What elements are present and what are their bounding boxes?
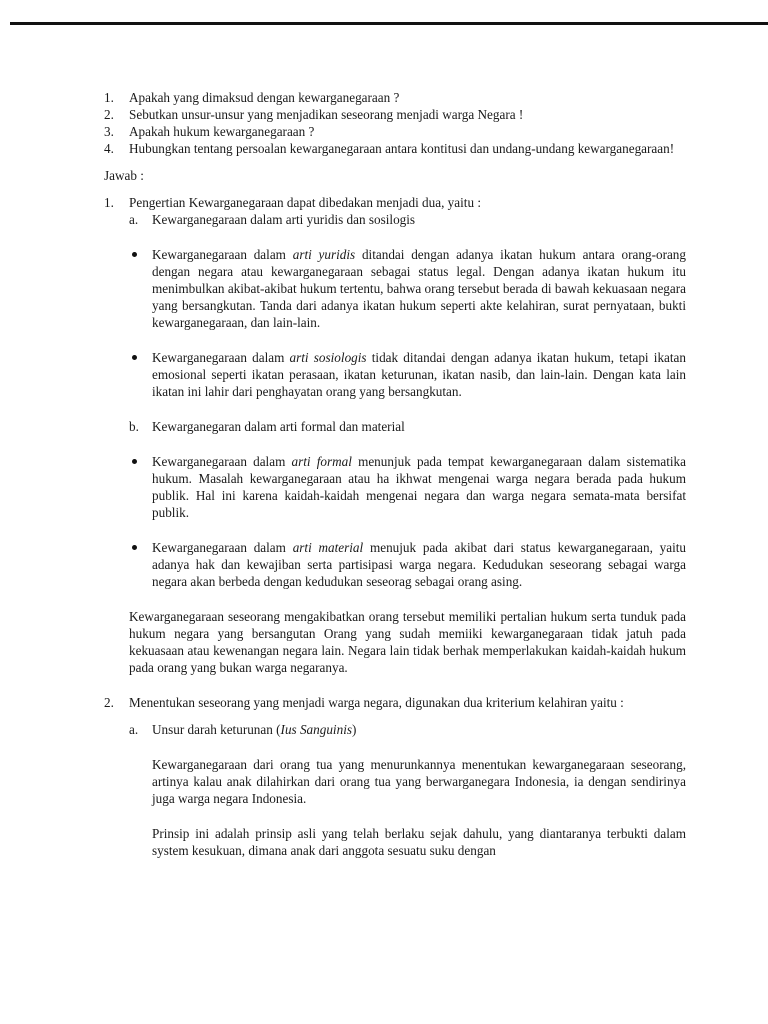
jawab-label: Jawab : — [104, 168, 144, 183]
subpoint-a — [129, 721, 686, 738]
subpoint-label: a. — [129, 212, 139, 227]
answer-text: Menentukan seseorang yang menjadi warga negara, digunakan dua kriterium kelahiran yaitu : — [129, 695, 624, 710]
question-text: Apakah hukum kewarganegaraan ? — [129, 124, 315, 139]
bullet-icon — [129, 453, 152, 521]
subpoint-label: a. — [129, 722, 139, 737]
question-text: Sebutkan unsur-unsur yang menjadikan seseorang menjadi warga Negara ! — [129, 107, 524, 122]
bullet-text: Kewarganegaraan dalam arti yuridis ditandai dengan adanya ikatan hukum antara orang-orang dengan negara atau kewarganegaraan sebagai status legal. Dengan adanya ikatan hukum itu menimbulkan akibat-akibat hukum tertentu, bahwa orang tersebut berada di bawah kekuasaan negara yang bersangkutan. Tanda dari adanya ikatan hukum seperti akte kelahiran, surat pernyataan, bukti kewarganegaraan, dan lain-lain. — [152, 247, 686, 330]
bullet-text: Kewarganegaraan dalam arti material menujuk pada akibat dari status kewarganegaraan, yaitu adanya hak dan kewajiban serta partisipasi warga negara. Kedudukan seseorang sebagai warga negara akan berbeda dengan kedudukan seseorag sebagai orang asing. — [152, 540, 687, 589]
bullet-item — [129, 539, 686, 590]
bullet-text: Kewarganegaraan dalam arti sosiologis tidak ditandai dengan adanya ikatan hukum, tetapi ikatan emosional seperti ikatan perasaan, ikatan keturunan, ikatan nasib, dan lain-lain. Dengan kata lain ikatan ini lahir dari penghayatan orang yang bersangkutan. — [152, 350, 686, 399]
answer-number: 2. — [104, 695, 114, 710]
closing-paragraph: Kewarganegaraan seseorang mengakibatkan orang tersebut memiliki pertalian hukum serta tunduk pada hukum negara yang bersangutan Orang yang sudah memiiki kewarganegaraan tidak jatuh pada kekuasaan atau kewenangan negara lain. Negara lain tidak berhak memperlakukan kaidah-kaidah hukum pada orang yang bukan warga negaranya. — [129, 609, 686, 675]
subpoint-text: Unsur darah keturunan (Ius Sanguinis) — [152, 722, 357, 737]
subpoint-a — [129, 211, 686, 228]
subpoint-b — [129, 418, 686, 435]
question-number: 2. — [104, 107, 114, 122]
question-number: 4. — [104, 141, 114, 156]
body-paragraph: Kewarganegaraan dari orang tua yang menurunkannya menentukan kewarganegaraan seseorang, artinya kalau anak dilahirkan dari orang tua yang berwarganegara Indonesia, ia dengan sendirinya juga warga negara Indonesia. — [152, 757, 686, 806]
answer-text: Pengertian Kewarganegaraan dapat dibedakan menjadi dua, yaitu : — [129, 195, 482, 210]
question-text: Apakah yang dimaksud dengan kewarganegaraan ? — [129, 90, 400, 105]
document-page — [104, 89, 686, 859]
body-paragraph: Prinsip ini adalah prinsip asli yang telah berlaku sejak dahulu, yang diantaranya terbukti dalam system kesukuan, dimana anak dari anggota sesuatu suku dengan — [152, 826, 686, 858]
bullet-icon — [129, 246, 152, 331]
question-item — [104, 106, 686, 123]
question-item — [104, 89, 686, 106]
top-rule — [10, 22, 768, 25]
question-text: Hubungkan tentang persoalan kewarganegaraan antara kontitusi dan undang-undang kewarganegaraan! — [129, 141, 675, 156]
question-item — [104, 140, 686, 157]
bullet-item — [129, 349, 686, 400]
question-item — [104, 123, 686, 140]
subpoint-label: b. — [129, 419, 139, 434]
bullet-icon — [129, 539, 152, 590]
bullet-icon — [129, 349, 152, 400]
answer-1-intro — [104, 194, 686, 211]
answer-number: 1. — [104, 195, 114, 210]
answer-2-intro — [104, 694, 686, 711]
bullet-item — [129, 453, 686, 521]
question-number: 1. — [104, 90, 114, 105]
subpoint-text: Kewarganegaran dalam arti formal dan material — [152, 419, 405, 434]
bullet-item — [129, 246, 686, 331]
bullet-text: Kewarganegaraan dalam arti formal menunjuk pada tempat kewarganegaraan dalam sistematika hukum. Masalah kewarganegaraan atau ha ikhwat mengenai warga negara berada pada hukum publik. Hal ini karena kaidah-kaidah mengenai negara dan warga negara semata-mata bersifat publik. — [152, 454, 686, 520]
subpoint-text: Kewarganegaraan dalam arti yuridis dan sosilogis — [152, 212, 416, 227]
question-list — [104, 89, 686, 157]
question-number: 3. — [104, 124, 114, 139]
